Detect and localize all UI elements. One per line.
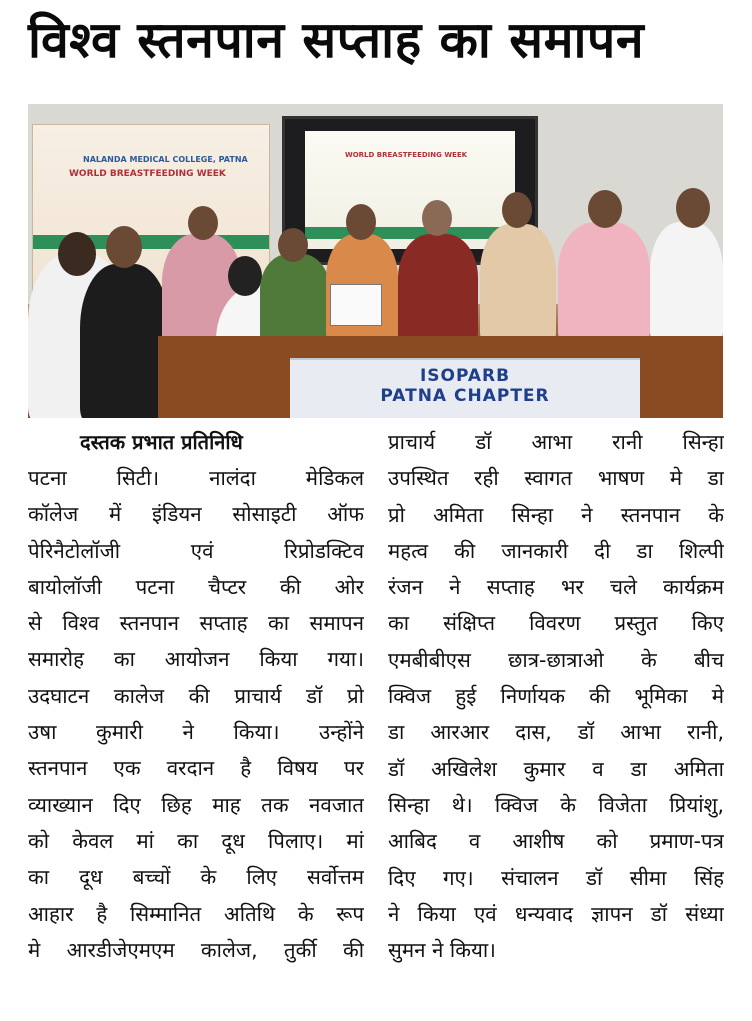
screen-slide (305, 131, 515, 249)
article-line-last: सुमन ने किया। (388, 938, 496, 963)
certificate (330, 284, 382, 326)
person-maroon-saree (398, 234, 478, 344)
person-black-shirt (80, 264, 170, 418)
article-line: का दूध बच्चों के लिए सर्वोत्तम (28, 865, 364, 890)
article-line: समारोह का आयोजन किया गया। (28, 647, 364, 672)
article-line: रंजन ने सप्ताह भर चले कार्यक्रम (388, 575, 724, 600)
article-line: क्विज हुई निर्णायक की भूमिका मे (388, 684, 724, 709)
article-line: प्राचार्य डॉ आभा रानी सिन्हा (388, 430, 724, 454)
article-line: से विश्व स्तनपान सप्ताह का समापन (28, 611, 364, 636)
headline: विश्व स्तनपान सप्ताह का समापन (28, 11, 645, 69)
article-line: आबिद व आशीष को प्रमाण-पत्र (388, 829, 724, 854)
slide-strip (305, 227, 515, 239)
person-head (228, 256, 262, 296)
article-line: व्याख्यान दिए छिह माह तक नवजात (28, 792, 364, 817)
article-line: का संक्षिप्त विवरण प्रस्तुत किए (388, 611, 724, 636)
person-head (588, 190, 622, 228)
article-column-right (388, 424, 724, 968)
person-head (106, 226, 142, 268)
article-line: उपस्थित रही स्वागत भाषण मे डा (388, 466, 724, 491)
person-head (278, 228, 308, 262)
article-line: स्तनपान एक वरदान है विषय पर (28, 756, 364, 781)
person-beige-shirt (480, 224, 556, 344)
article-column-left (28, 460, 364, 968)
article-line: को केवल मां का दूध पिलाए। मां (28, 828, 364, 853)
article-line: प्रो अमिता सिन्हा ने स्तनपान के (388, 502, 724, 527)
table-banner-line2: PATNA CHAPTER (380, 386, 550, 406)
person-pink-shirt (558, 222, 650, 344)
person-head (502, 192, 532, 228)
article-line: मे आरडीजेएमएम कालेज, तुर्की की (28, 937, 364, 962)
person-head (58, 232, 96, 276)
article-line: दिए गए। संचालन डॉ सीमा सिंह (388, 865, 724, 890)
article-line: डा आरआर दास, डॉ आभा रानी, (388, 720, 724, 745)
news-photo (28, 104, 723, 418)
person-head (422, 200, 452, 236)
article-line: उदघाटन कालेज की प्राचार्य डॉ प्रो (28, 683, 364, 708)
article-line: आहार है सिम्मानित अतिथि के रूप (28, 901, 364, 926)
article-line: कॉलेज में इंडियन सोसाइटी ऑफ (28, 502, 364, 527)
article-line: महत्व की जानकारी दी डा शिल्पी (388, 538, 724, 563)
article-line: पेरिनैटोलॉजी एवं रिप्रोडक्टिव (28, 538, 364, 563)
article-line: एमबीबीएस छात्र-छात्राओ के बीच (388, 647, 724, 672)
article-line: सिन्हा थे। क्विज के विजेता प्रियांशु, (388, 792, 724, 817)
byline: दस्तक प्रभात प्रतिनिधि (80, 430, 243, 454)
banner-text-college: NALANDA MEDICAL COLLEGE, PATNA (83, 155, 248, 164)
person-white-shirt (650, 222, 723, 344)
article-line: उषा कुमारी ने किया। उन्होंने (28, 720, 364, 745)
article-line: बायोलॉजी पटना चैप्टर की ओर (28, 574, 364, 599)
person-green-saree (260, 254, 330, 344)
article-line: पटना सिटी। नालंदा मेडिकल (28, 466, 364, 490)
article-line: डॉ अखिलेश कुमार व डा अमिता (388, 756, 724, 781)
table-banner (290, 358, 640, 418)
table-banner-line1: ISOPARB (419, 366, 511, 386)
person-head (188, 206, 218, 240)
slide-title: WORLD BREASTFEEDING WEEK (345, 151, 468, 159)
person-head (676, 188, 710, 228)
article-line: ने किया एवं धन्यवाद ज्ञापन डॉ संध्या (388, 901, 724, 926)
person-head (346, 204, 376, 240)
banner-text-event: WORLD BREASTFEEDING WEEK (69, 169, 226, 179)
